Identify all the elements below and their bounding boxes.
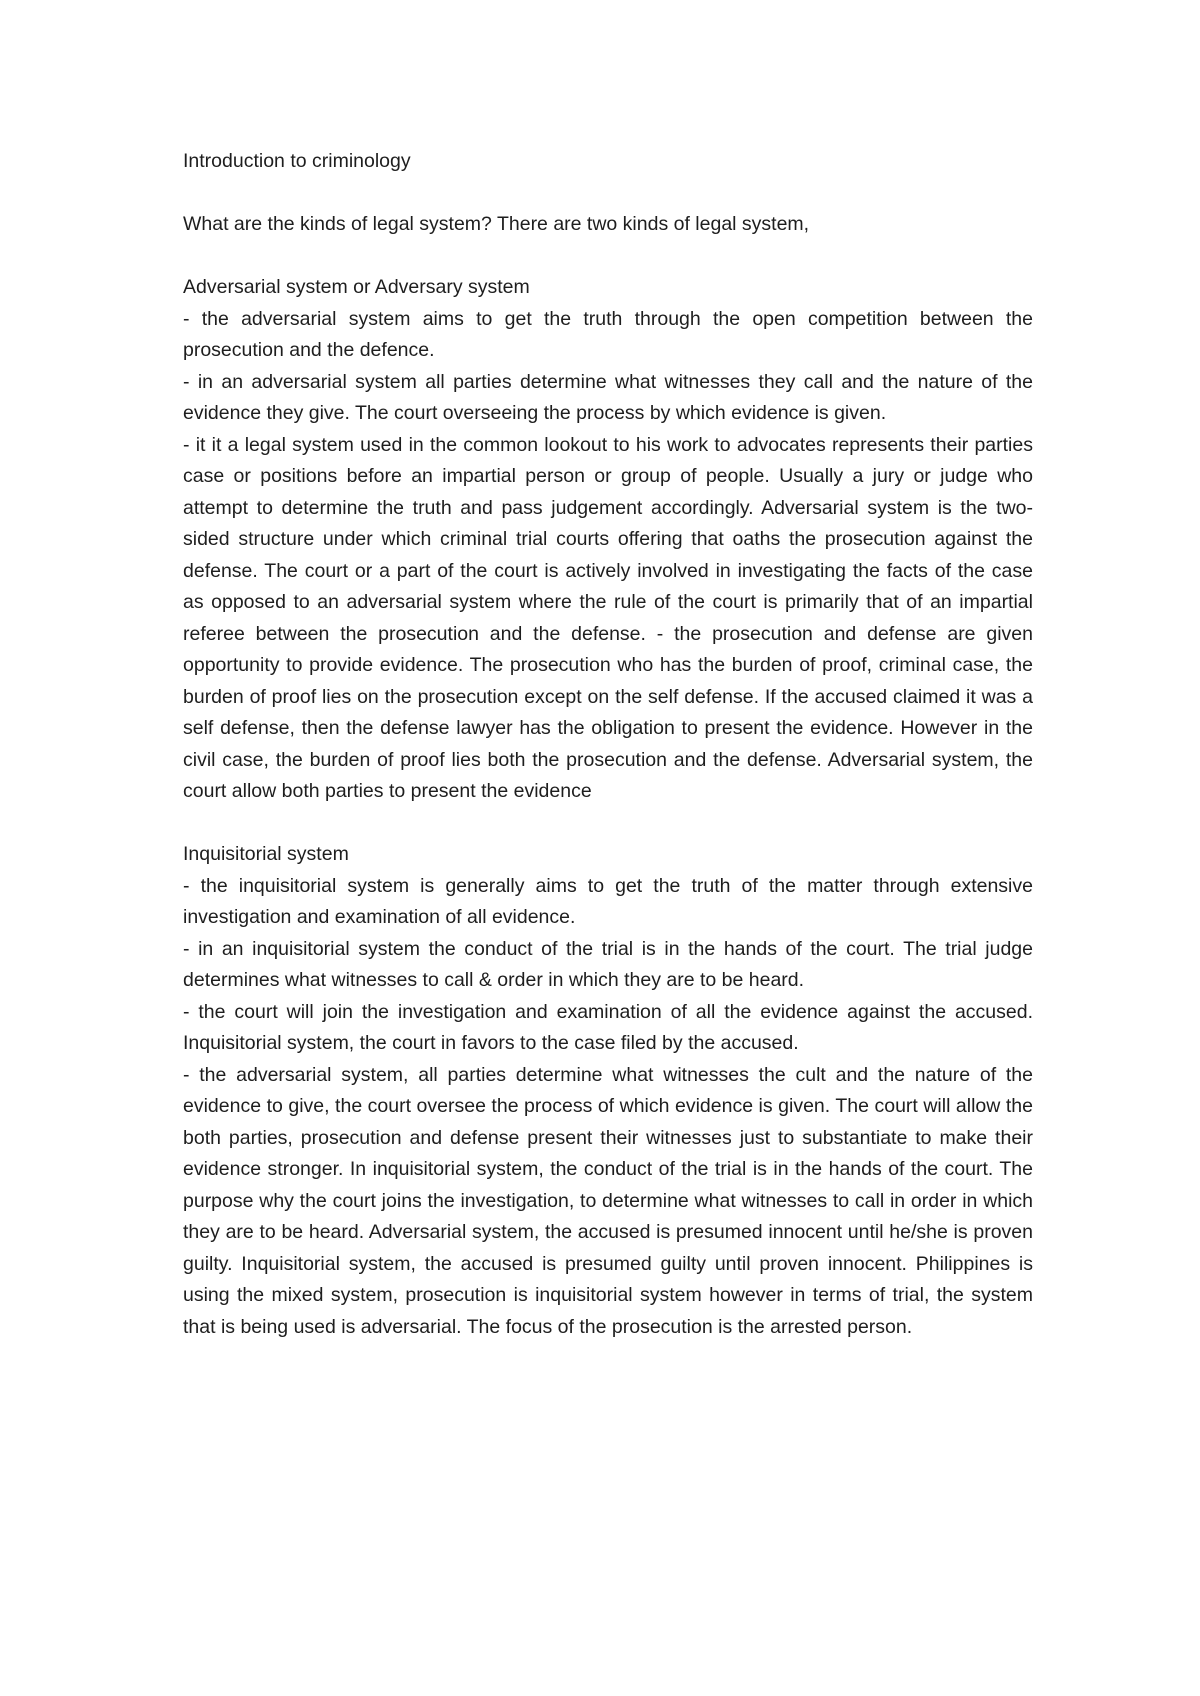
adversarial-paragraph-3: - it it a legal system used in the common lookout to his work to advocates represents their parties case or positions before an impartial person or group of people. Usually a jury or judge who attempt to determine the truth and pass judgement accordingly. Adversarial system is the two-sided structure under which criminal trial courts offering that oaths the prosecution against the defense. The court or a part of the court is actively involved in investigating the facts of the case as opposed to an adversarial system where the rule of the court is primarily that of an impartial referee between the prosecution and the defense. - the prosecution and defense are given opportunity to provide evidence. The prosecution who has the burden of proof, criminal case, the burden of proof lies on the prosecution except on the self defense. If the accused claimed it was a self defense, then the defense lawyer has the obligation to present the evidence. However in the civil case, the burden of proof lies both the prosecution and the defense. Adversarial system, the court allow both parties to present the evidence: [183, 433, 1033, 802]
inquisitorial-paragraph-1: - the inquisitorial system is generally aims to get the truth of the matter through extensive investigation and examination of all evidence.: [183, 874, 1033, 928]
document-body: [183, 146, 1033, 1343]
section-heading-adversarial: Adversarial system or Adversary system: [183, 276, 530, 298]
adversarial-paragraph-1: - the adversarial system aims to get the truth through the open competition between the prosecution and the defence.: [183, 307, 1033, 361]
adversarial-paragraph-2: - in an adversarial system all parties determine what witnesses they call and the nature of the evidence they give. The court overseeing the process by which evidence is given.: [183, 370, 1033, 424]
inquisitorial-paragraph-4: - the adversarial system, all parties determine what witnesses the cult and the nature of the evidence to give, the court oversee the process of which evidence is given. The court will allow the both parties, prosecution and defense present their witnesses just to substantiate to make their evidence stronger. In inquisitorial system, the conduct of the trial is in the hands of the court. The purpose why the court joins the investigation, to determine what witnesses to call in order in which they are to be heard. Adversarial system, the accused is presumed innocent until he/she is proven guilty. Inquisitorial system, the accused is presumed guilty until proven innocent. Philippines is using the mixed system, prosecution is inquisitorial system however in terms of trial, the system that is being used is adversarial. The focus of the prosecution is the arrested person.: [183, 1063, 1033, 1338]
document-title: Introduction to criminology: [183, 150, 411, 172]
spacer: [183, 178, 1033, 210]
inquisitorial-paragraph-2: - in an inquisitorial system the conduct of the trial is in the hands of the court. The trial judge determines what witnesses to call & order in which they are to be heard.: [183, 937, 1033, 991]
section-heading-inquisitorial: Inquisitorial system: [183, 843, 349, 865]
spacer: [183, 808, 1033, 840]
inquisitorial-paragraph-3: - the court will join the investigation and examination of all the evidence against the accused. Inquisitorial system, the court in favors to the case filed by the accused.: [183, 1000, 1033, 1054]
intro-question: What are the kinds of legal system? There are two kinds of legal system,: [183, 213, 810, 235]
spacer: [183, 241, 1033, 273]
